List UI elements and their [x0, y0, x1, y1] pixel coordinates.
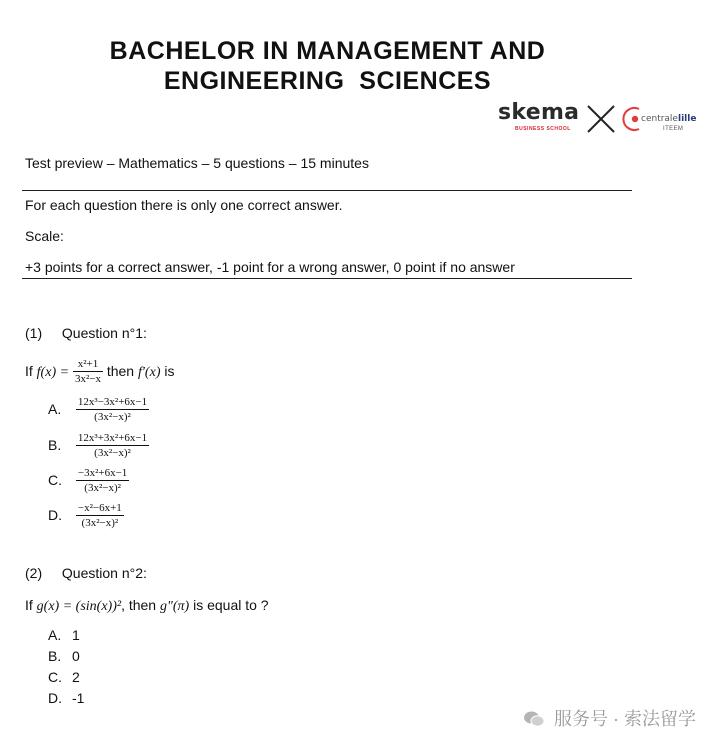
question-1-stem: If f(x) = $\frac{\text{x²+1}}{\text{3x²−x}}$ then f′(x) is	[25, 358, 175, 386]
centrale-lille-logo-subtitle: ITEEM	[663, 126, 684, 132]
divider	[22, 278, 632, 279]
divider	[22, 190, 632, 191]
scale-label: Scale:	[25, 228, 64, 244]
answer-option-a[interactable]: A. 1	[48, 627, 80, 643]
question-number: (2)	[25, 565, 43, 581]
answer-option-c[interactable]: C. 2	[48, 669, 80, 685]
question-number: (1)	[25, 325, 43, 341]
instruction-text: For each question there is only one correct answer.	[25, 197, 343, 213]
watermark-text: 服务号 · 索法留学	[554, 709, 696, 729]
title-line-1: BACHELOR IN MANAGEMENT AND	[109, 37, 546, 65]
answer-option-a[interactable]: A. $\frac{\text{12x³−3x²+6x−1}}{\text{(3x²−x)²}}$	[48, 396, 148, 423]
skema-logo-subtitle: BUSINESS SCHOOL	[515, 126, 571, 132]
answer-option-c[interactable]: C. $\frac{\text{−3x²+6x−1}}{\text{(3x²−x)²}}$	[48, 467, 128, 494]
stem-fraction: $\frac{\text{x²+1}}{\text{3x²−x}}$	[74, 358, 101, 386]
skema-logo-text: skema	[498, 100, 580, 125]
partner-logos	[498, 100, 708, 142]
document-title	[0, 36, 655, 96]
answer-option-d[interactable]: D. $\frac{\text{−x²−6x+1}}{\text{(3x²−x)²}}$	[48, 502, 122, 529]
scale-rule: +3 points for a correct answer, -1 point for a wrong answer, 0 point if no answer	[25, 259, 515, 275]
question-1-header	[25, 324, 147, 342]
question-2-stem: If g(x) = (sin(x))², then g"(π) is equal to ?	[25, 597, 269, 614]
question-title: Question n°2:	[61, 565, 147, 581]
wechat-icon	[523, 710, 545, 728]
question-title: Question n°1:	[61, 325, 147, 341]
answer-option-d[interactable]: D. -1	[48, 690, 85, 706]
cross-icon	[586, 104, 616, 134]
title-line-2: ENGINEERING SCIENCES	[163, 67, 492, 95]
test-preview-line: Test preview – Mathematics – 5 questions – 15 minutes	[25, 155, 369, 171]
answer-option-b[interactable]: B. $\frac{\text{12x³+3x²+6x−1}}{\text{(3x²−x)²}}$	[48, 432, 148, 459]
watermark	[523, 705, 696, 731]
centrale-lille-logo-text: centralelille	[641, 114, 697, 124]
question-2-header	[25, 564, 147, 582]
answer-option-b[interactable]: B. 0	[48, 648, 80, 664]
